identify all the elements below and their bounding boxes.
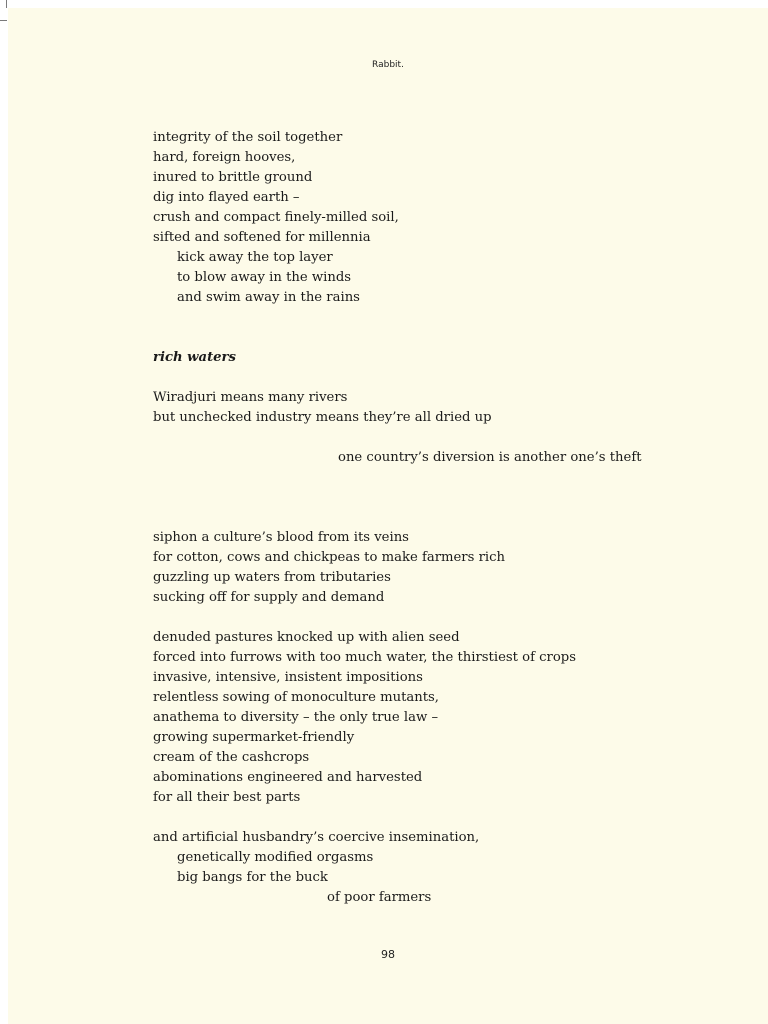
poem-line-indented: to blow away in the winds [177,270,352,285]
poem-line: abominations engineered and harvested [153,770,423,785]
poem-line: but unchecked industry means they’re all dried up [153,410,492,425]
poem-line: guzzling up waters from tributaries [153,570,391,585]
poem-line-indented: big bangs for the buck [177,870,328,885]
poem-line-indented: genetically modified orgasms [177,850,374,865]
poem-line: dig into flayed earth – [153,190,300,205]
poem-line: invasive, intensive, insistent impositions [153,670,423,685]
poem-line: growing supermarket-friendly [153,730,355,745]
poem-line: forced into furrows with too much water, the thirstiest of crops [153,650,576,665]
poem-line: cream of the cashcrops [153,750,310,765]
poem-line: Wiradjuri means many rivers [153,390,348,405]
poem-body [153,128,713,908]
poem-line-right: of poor farmers [327,890,432,905]
poem-line: hard, foreign hooves, [153,150,296,165]
poem-line: relentless sowing of monoculture mutants, [153,690,440,705]
poem-line: sifted and softened for millennia [153,230,371,245]
poem-line: crush and compact finely-milled soil, [153,210,399,225]
poem-line: siphon a culture’s blood from its veins [153,530,409,545]
page-number: 98 [381,948,395,961]
crop-mark-left [0,20,7,21]
poem-line-indented: kick away the top layer [177,250,333,265]
poem-line: and artificial husbandry’s coercive insemination, [153,830,480,845]
poem-line: sucking off for supply and demand [153,590,385,605]
book-page [8,8,768,1024]
section-heading: rich waters [153,350,236,365]
poem-line-indented: and swim away in the rains [177,290,360,305]
poem-line: inured to brittle ground [153,170,313,185]
poem-line: for cotton, cows and chickpeas to make farmers rich [153,550,505,565]
poem-line-right: one country’s diversion is another one’s theft [338,450,642,465]
poem-line: anathema to diversity – the only true law – [153,710,439,725]
running-header: Rabbit. [372,60,404,70]
poem-line: for all their best parts [153,790,301,805]
crop-mark-top-left [6,0,7,8]
poem-line: integrity of the soil together [153,130,343,145]
poem-line: denuded pastures knocked up with alien seed [153,630,460,645]
